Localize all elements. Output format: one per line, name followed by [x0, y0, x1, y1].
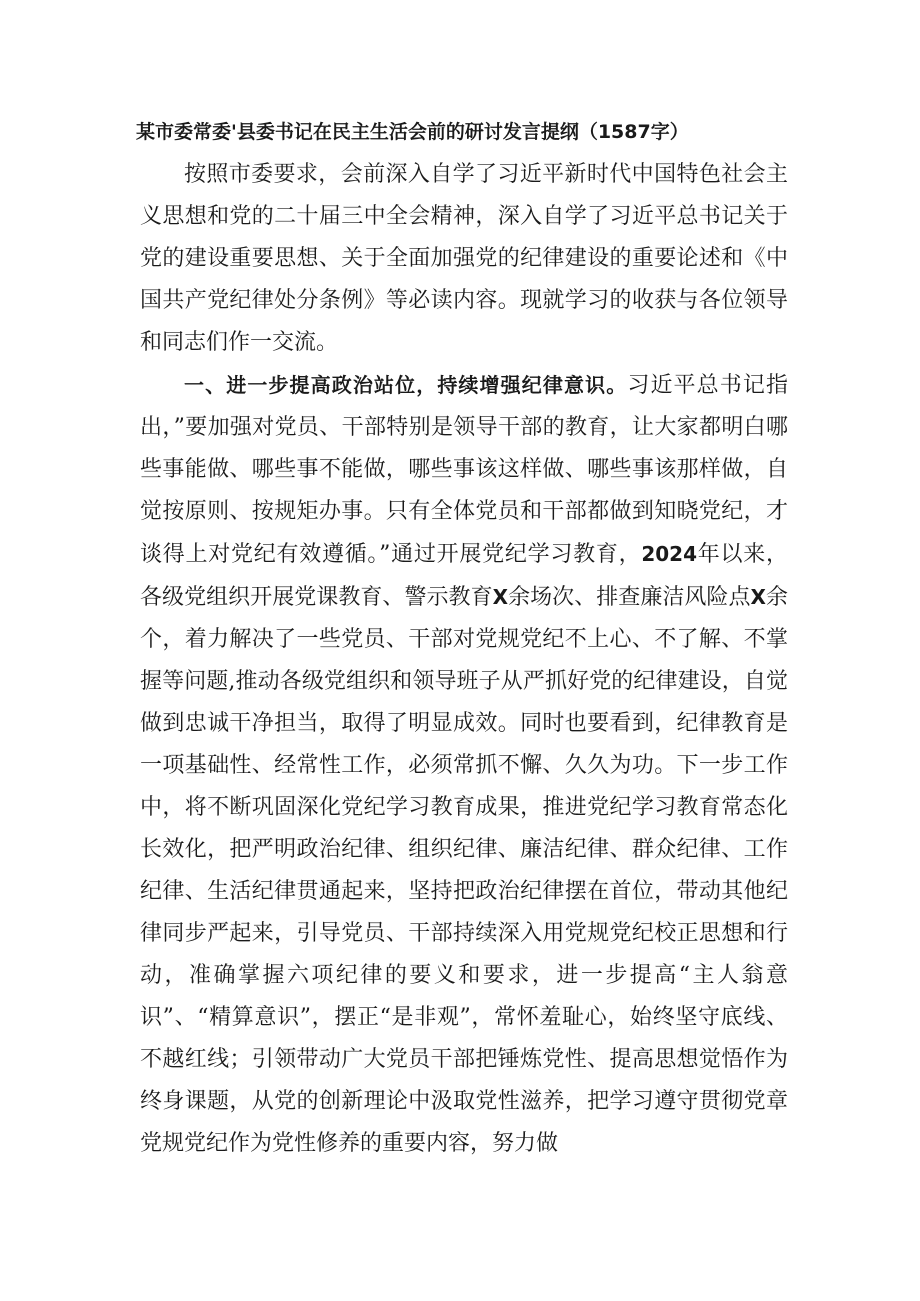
- placeholder-count-1: X: [492, 585, 509, 609]
- placeholder-count-2: X: [750, 585, 766, 609]
- paragraph-text-part3: 余场次、排查廉洁风险点: [508, 585, 751, 610]
- paragraph-intro: 按照市委要求，会前深入自学了习近平新时代中国特色社会主义思想和党的二十届三中全会精神，深入自学了习近平总书记关于党的建设重要思想、关于全面加强党的纪律建设的重要论述和《中国共产党纪律处分条例》等必读内容。现就学习的收获与各位领导和同志们作一交流。: [140, 162, 788, 355]
- paragraph-text-part4: 余个，着力解决了一些党员、干部对党规党纪不上心、不了解、不掌握等问题,推动各级党组织和领导班子从严抓好党的纪律建设，自觉做到忠诚干净担当，取得了明显成效。同时也要看到，纪律教育是一项基础性、经常性工作，必须常抓不懈、久久为功。下一步工作中，将不断巩固深化党纪学习教育成果，推进党纪学习教育常态化长效化，把严明政治纪律、组织纪律、廉洁纪律、群众纪律、工作纪律、生活纪律贯通起来，坚持把政治纪律摆在首位，带动其他纪律同步严起来，引导党员、干部持续深入用党规党纪校正思想和行动，准确掌握六项纪律的要义和要求，进一步提高“主人翁意识”、“精算意识”，摆正“是非观”，常怀羞耻心，始终坚守底线、不越红线；引领带动广大党员干部把锤炼党性、提高思想觉悟作为终身课题，从党的创新理论中汲取党性滋养，把学习遵守贯彻党章党规党纪作为党性修养的重要内容，努力做: [140, 585, 788, 1156]
- paragraph-text-part2: 年以来，各级党组织开展党课教育、警示教育: [140, 542, 788, 610]
- paragraph-text-part1: 习近平总书记指出，”要加强对党员、干部特别是领导干部的教育，让大家都明白哪些事能做、哪些事不能做，哪些事该这样做、哪些事该那样做，自觉按原则、按规矩办事。只有全体党员和干部都做到知晓党纪，才谈得上对党纪有效遵循。”通过开展党纪学习教育，: [140, 373, 788, 567]
- paragraph-section-one: [140, 364, 788, 1165]
- document-title: 某市委常委'县委书记在民主生活会前的研讨发言提纲（1587字）: [136, 121, 689, 143]
- section-heading: 一、进一步提高政治站位，持续增强纪律意识。: [184, 373, 628, 397]
- document-body: [140, 154, 788, 1165]
- year-value: 2024: [641, 542, 698, 566]
